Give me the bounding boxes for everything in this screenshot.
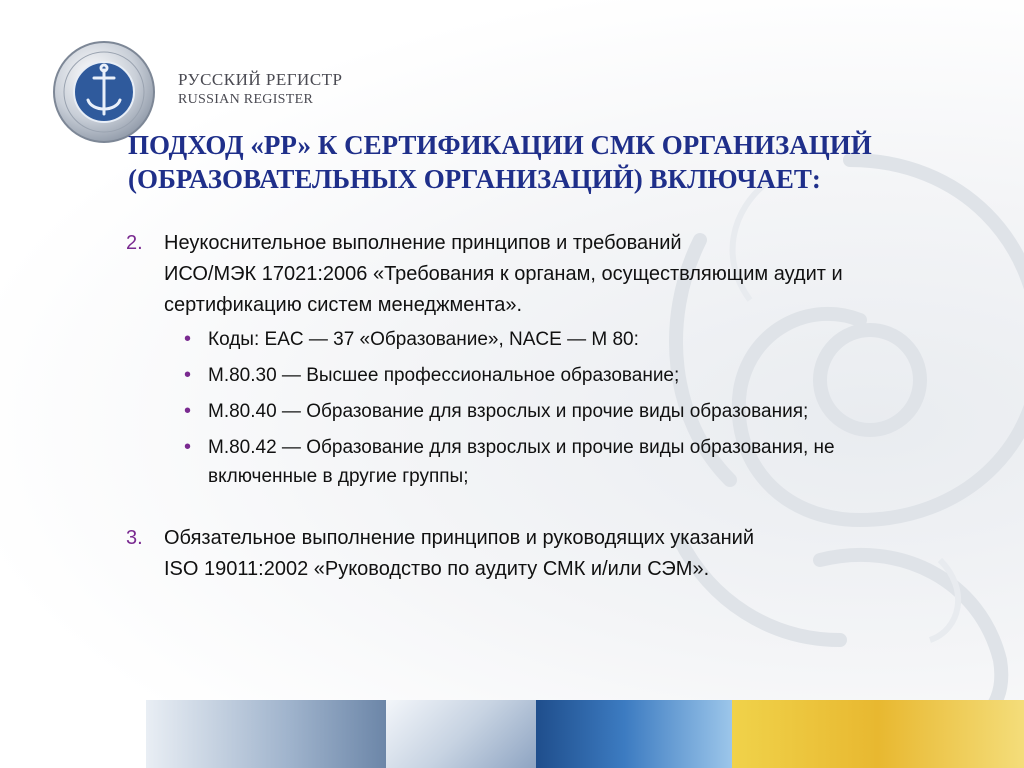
title-line-2: (ОБРАЗОВАТЕЛЬНЫХ ОРГАНИЗАЦИЙ) ВКЛЮЧАЕТ: [128,164,821,194]
slide-title [128,128,1008,196]
bullet-text: M.80.42 — Образование для взрослых и прочие виды образования, не [208,437,835,458]
photo-pen-envelope [386,700,536,768]
bullet-text: M.80.40 — Образование для взрослых и прочие виды образования; [208,401,809,422]
photo-laptop [146,700,386,768]
bullet-icon: • [184,328,192,350]
bullet-text: включенные в другие группы; [208,466,469,487]
item-text-line: ISO 19011:2002 «Руководство по аудиту СМК и/или СЭМ». [164,558,710,580]
item-text-line: Обязательное выполнение принципов и руководящих указаний [164,527,755,549]
brand-block [178,70,343,110]
brand-name-en: RUSSIAN REGISTER [178,92,314,107]
bullet-text: Коды: EAC — 37 «Образование», NACE — M 80: [208,329,639,350]
item-text-line: Неукоснительное выполнение принципов и требований [164,232,682,254]
list-item-2 [126,228,1006,321]
title-line-1: ПОДХОД «РР» К СЕРТИФИКАЦИИ СМК ОРГАНИЗАЦИЙ [128,130,872,160]
item-text-line: сертификацию систем менеджмента». [164,294,523,316]
item-number: 3. [126,527,143,549]
bullet-item [126,361,1006,390]
photo-strip [146,700,1024,768]
bullet-icon: • [184,364,192,386]
bullet-text: M.80.30 — Высшее профессиональное образование; [208,365,680,386]
photo-map [732,700,1024,768]
slide-content [126,228,1006,585]
bullet-item [126,433,1006,491]
bullet-icon: • [184,436,192,458]
sub-bullet-list [126,325,1006,491]
bullet-item [126,325,1006,354]
bullet-item [126,397,1006,426]
item-text-line: ИСО/МЭК 17021:2006 «Требования к органам, осуществляющим аудит и [164,263,843,285]
brand-name-ru: РУССКИЙ РЕГИСТР [178,70,343,89]
photo-stopwatch [536,700,732,768]
list-item-3 [126,523,1006,585]
bullet-icon: • [184,400,192,422]
item-number: 2. [126,232,143,254]
